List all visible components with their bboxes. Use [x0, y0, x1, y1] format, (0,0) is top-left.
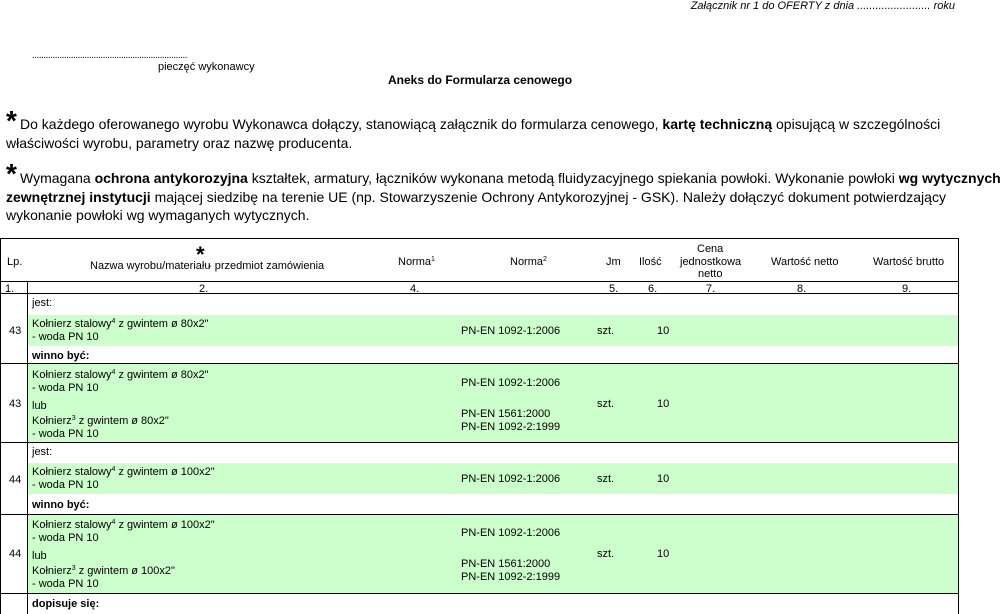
header-name: Nazwa wyrobu/materiału	[90, 260, 211, 272]
note1-line2: właściwości wyrobu, parametry oraz nazwę producenta.	[6, 135, 353, 151]
note1-line1: Do każdego oferowanego wyrobu Wykonawca dołączy, stanowiącą załącznik do formularza cenowego, kartę techniczną opisującą w szczególności	[20, 116, 941, 132]
header-wartosc-brutto: Wartość brutto	[873, 256, 945, 268]
row43-winno-jm: szt.	[597, 398, 615, 410]
row43-winno-name-2: - woda PN 10	[32, 382, 99, 394]
row44-winno-name-3: Kołnierz$^3$ z gwintem ø 100x2"	[32, 565, 175, 577]
colnum-5: 5.	[609, 283, 619, 295]
row44-winno-ilosc: 10	[657, 548, 670, 560]
row44-jest-label: jest:	[32, 446, 53, 458]
note1-star: *	[6, 105, 17, 136]
row43-winno-norma-a: PN-EN 1092-1:2006	[461, 377, 561, 389]
row44-jest-ilosc: 10	[657, 473, 670, 485]
row44-winno-name-2: - woda PN 10	[32, 532, 99, 544]
header-name-suffix: - przedmiot zamówienia	[208, 260, 325, 272]
row44-winno-norma-b: PN-EN 1561:2000	[461, 558, 551, 570]
row43-lp-winno: 43	[9, 398, 22, 410]
row44-jest-name-2: - woda PN 10	[32, 479, 99, 491]
row43-jest-name-1: Kołnierz stalowy$^4$ z gwintem ø 80x2"	[32, 318, 209, 330]
row43-winno-name-4: - woda PN 10	[32, 428, 99, 440]
row43-winno-norma-b: PN-EN 1561:2000	[461, 408, 551, 420]
header-jm: Jm	[606, 256, 621, 268]
row44-winno-norma-c: PN-EN 1092-2:1999	[461, 571, 561, 583]
header-wartosc-netto: Wartość netto	[771, 256, 839, 268]
row44-winno-jm: szt.	[597, 548, 615, 560]
page-title: Aneks do Formularza cenowego	[388, 73, 573, 87]
dopisuje-label: dopisuje się:	[32, 598, 100, 610]
row43-jest-jm: szt.	[597, 325, 615, 337]
stamp-dots: ....................................................................	[32, 50, 187, 61]
row44-winno-label: winno być:	[32, 499, 90, 511]
row44-lp-jest: 44	[9, 474, 22, 486]
row43-jest-label: jest:	[32, 297, 53, 309]
row43-lp-jest: 43	[9, 325, 22, 337]
row43-winno-name-3: Kołnierz$^3$ z gwintem ø 80x2"	[32, 415, 169, 427]
row44-winno-name-4: - woda PN 10	[32, 578, 99, 590]
row44-jest-norma: PN-EN 1092-1:2006	[461, 473, 561, 485]
header-lp: Lp.	[7, 256, 23, 268]
colnum-7: 7.	[706, 283, 716, 295]
header-name-star: *	[196, 242, 205, 267]
header-cena-1: Cena	[697, 243, 724, 255]
row44-winno-lub: lub	[32, 550, 47, 562]
row44-jest-name-1: Kołnierz stalowy$^4$ z gwintem ø 100x2"	[32, 466, 215, 478]
row43-winno-lub: lub	[32, 400, 47, 412]
row43-winno-label: winno być:	[32, 350, 90, 362]
row43-winno-norma-c: PN-EN 1092-2:1999	[461, 421, 561, 433]
header-cena-3: netto	[698, 268, 723, 280]
colnum-6: 6.	[648, 283, 658, 295]
header-norma1: Norma$^1$	[398, 256, 435, 268]
note2-line3: wykonanie powłoki wg wymaganych wytycznych.	[6, 207, 310, 223]
row43-jest-norma: PN-EN 1092-1:2006	[461, 325, 561, 337]
colnum-2: 2.	[199, 283, 209, 295]
colnum-9: 9.	[902, 283, 912, 295]
header-ilosc: Ilość	[639, 256, 662, 268]
row44-jest-jm: szt.	[597, 473, 615, 485]
row44-lp-winno: 44	[9, 548, 22, 560]
stamp-label: pieczęć wykonawcy	[158, 61, 255, 73]
row43-jest-ilosc: 10	[657, 325, 670, 337]
row43-jest-name-2: - woda PN 10	[32, 331, 99, 343]
row44-winno-norma-a: PN-EN 1092-1:2006	[461, 527, 561, 539]
note2-star: *	[6, 158, 17, 189]
row44-winno-name-1: Kołnierz stalowy$^4$ z gwintem ø 100x2"	[32, 519, 215, 531]
header-norma2: Norma$^2$	[510, 256, 547, 268]
colnum-8: 8.	[797, 283, 807, 295]
row43-winno-name-1: Kołnierz stalowy$^4$ z gwintem ø 80x2"	[32, 369, 209, 381]
colnum-4: 4.	[410, 283, 420, 295]
attachment-note: Załącznik nr 1 do OFERTY z dnia ........................ roku	[690, 0, 955, 12]
note2-line1: Wymagana ochrona antykorozyjna kształtek, armatury, łączników wykonana metodą fluidyzacyjnego spiekania powłoki. Wykonanie powłoki wg wytycznych	[20, 170, 1001, 186]
colnum-1: 1.	[5, 283, 15, 295]
header-cena-2: jednostkowa	[680, 256, 742, 268]
row43-winno-ilosc: 10	[657, 398, 670, 410]
note2-line2: zewnętrznej instytucji mającej siedzibę na terenie UE (np. Stowarzyszenie Ochrony Antykorozyjnej - GSK). Należy dołączyć dokument potwierdzający	[6, 189, 946, 205]
